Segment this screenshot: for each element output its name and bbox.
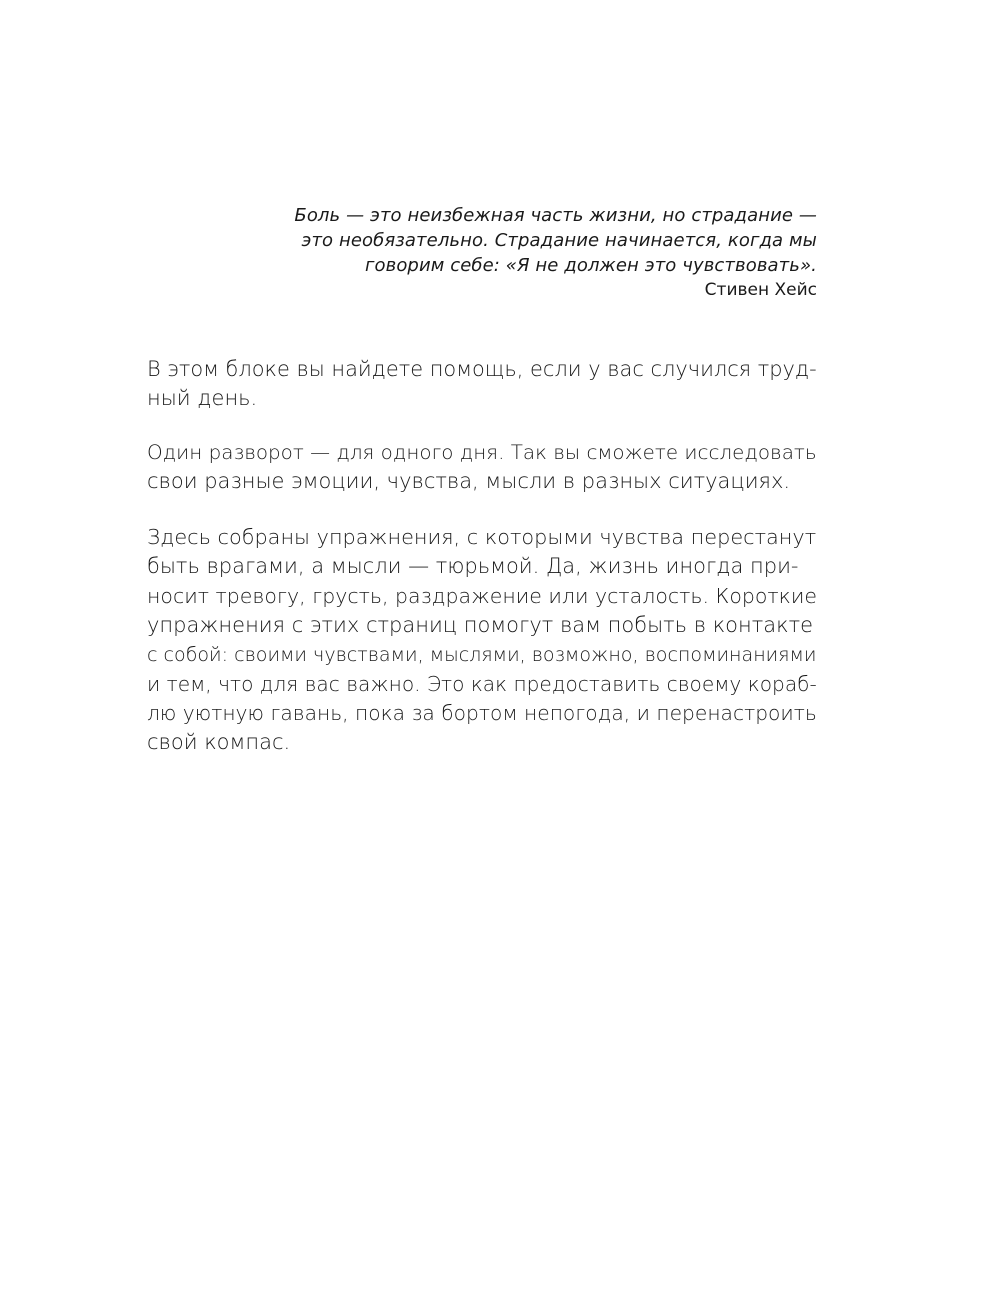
text-line: Здесь собраны упражнения, с которыми чувства перестанут <box>147 525 817 550</box>
paragraph-spread <box>147 438 817 497</box>
text-line: ный день. <box>147 386 258 411</box>
epigraph-quote-line: говорим себе: «Я не должен это чувствовать». <box>364 255 817 276</box>
epigraph-quote-line: Боль — это неизбежная часть жизни, но страдание — <box>294 205 817 226</box>
text-line: лю уютную гавань, пока за бортом непогода, и перенастроить <box>147 700 817 725</box>
text-line: быть врагами, а мысли — тюрьмой. Да, жизнь иногда при- <box>147 554 799 579</box>
text-line: с собой: своими чувствами, мыслями, возможно, воспоминаниями <box>147 643 817 667</box>
text-line: свой компас. <box>147 730 291 755</box>
text-line: упражнения с этих страниц помогут вам побыть в контакте <box>147 613 814 638</box>
text-line: носит тревогу, грусть, раздражение или усталость. Короткие <box>147 583 817 608</box>
paragraph-exercises <box>147 523 817 757</box>
paragraph-intro <box>147 355 817 414</box>
text-line: В этом блоке вы найдете помощь, если у вас случился труд- <box>147 357 817 381</box>
text-line: Один разворот — для одного дня. Так вы сможете исследовать <box>147 440 817 464</box>
epigraph-author: Стивен Хейс <box>704 280 817 300</box>
body-text <box>147 355 817 758</box>
epigraph-quote-line: это необязательно. Страдание начинается, когда мы <box>301 230 817 251</box>
epigraph <box>280 203 817 303</box>
text-line: свои разные эмоции, чувства, мысли в разных ситуациях. <box>147 468 791 493</box>
text-line: и тем, что для вас важно. Это как предоставить своему кораб- <box>147 671 817 696</box>
